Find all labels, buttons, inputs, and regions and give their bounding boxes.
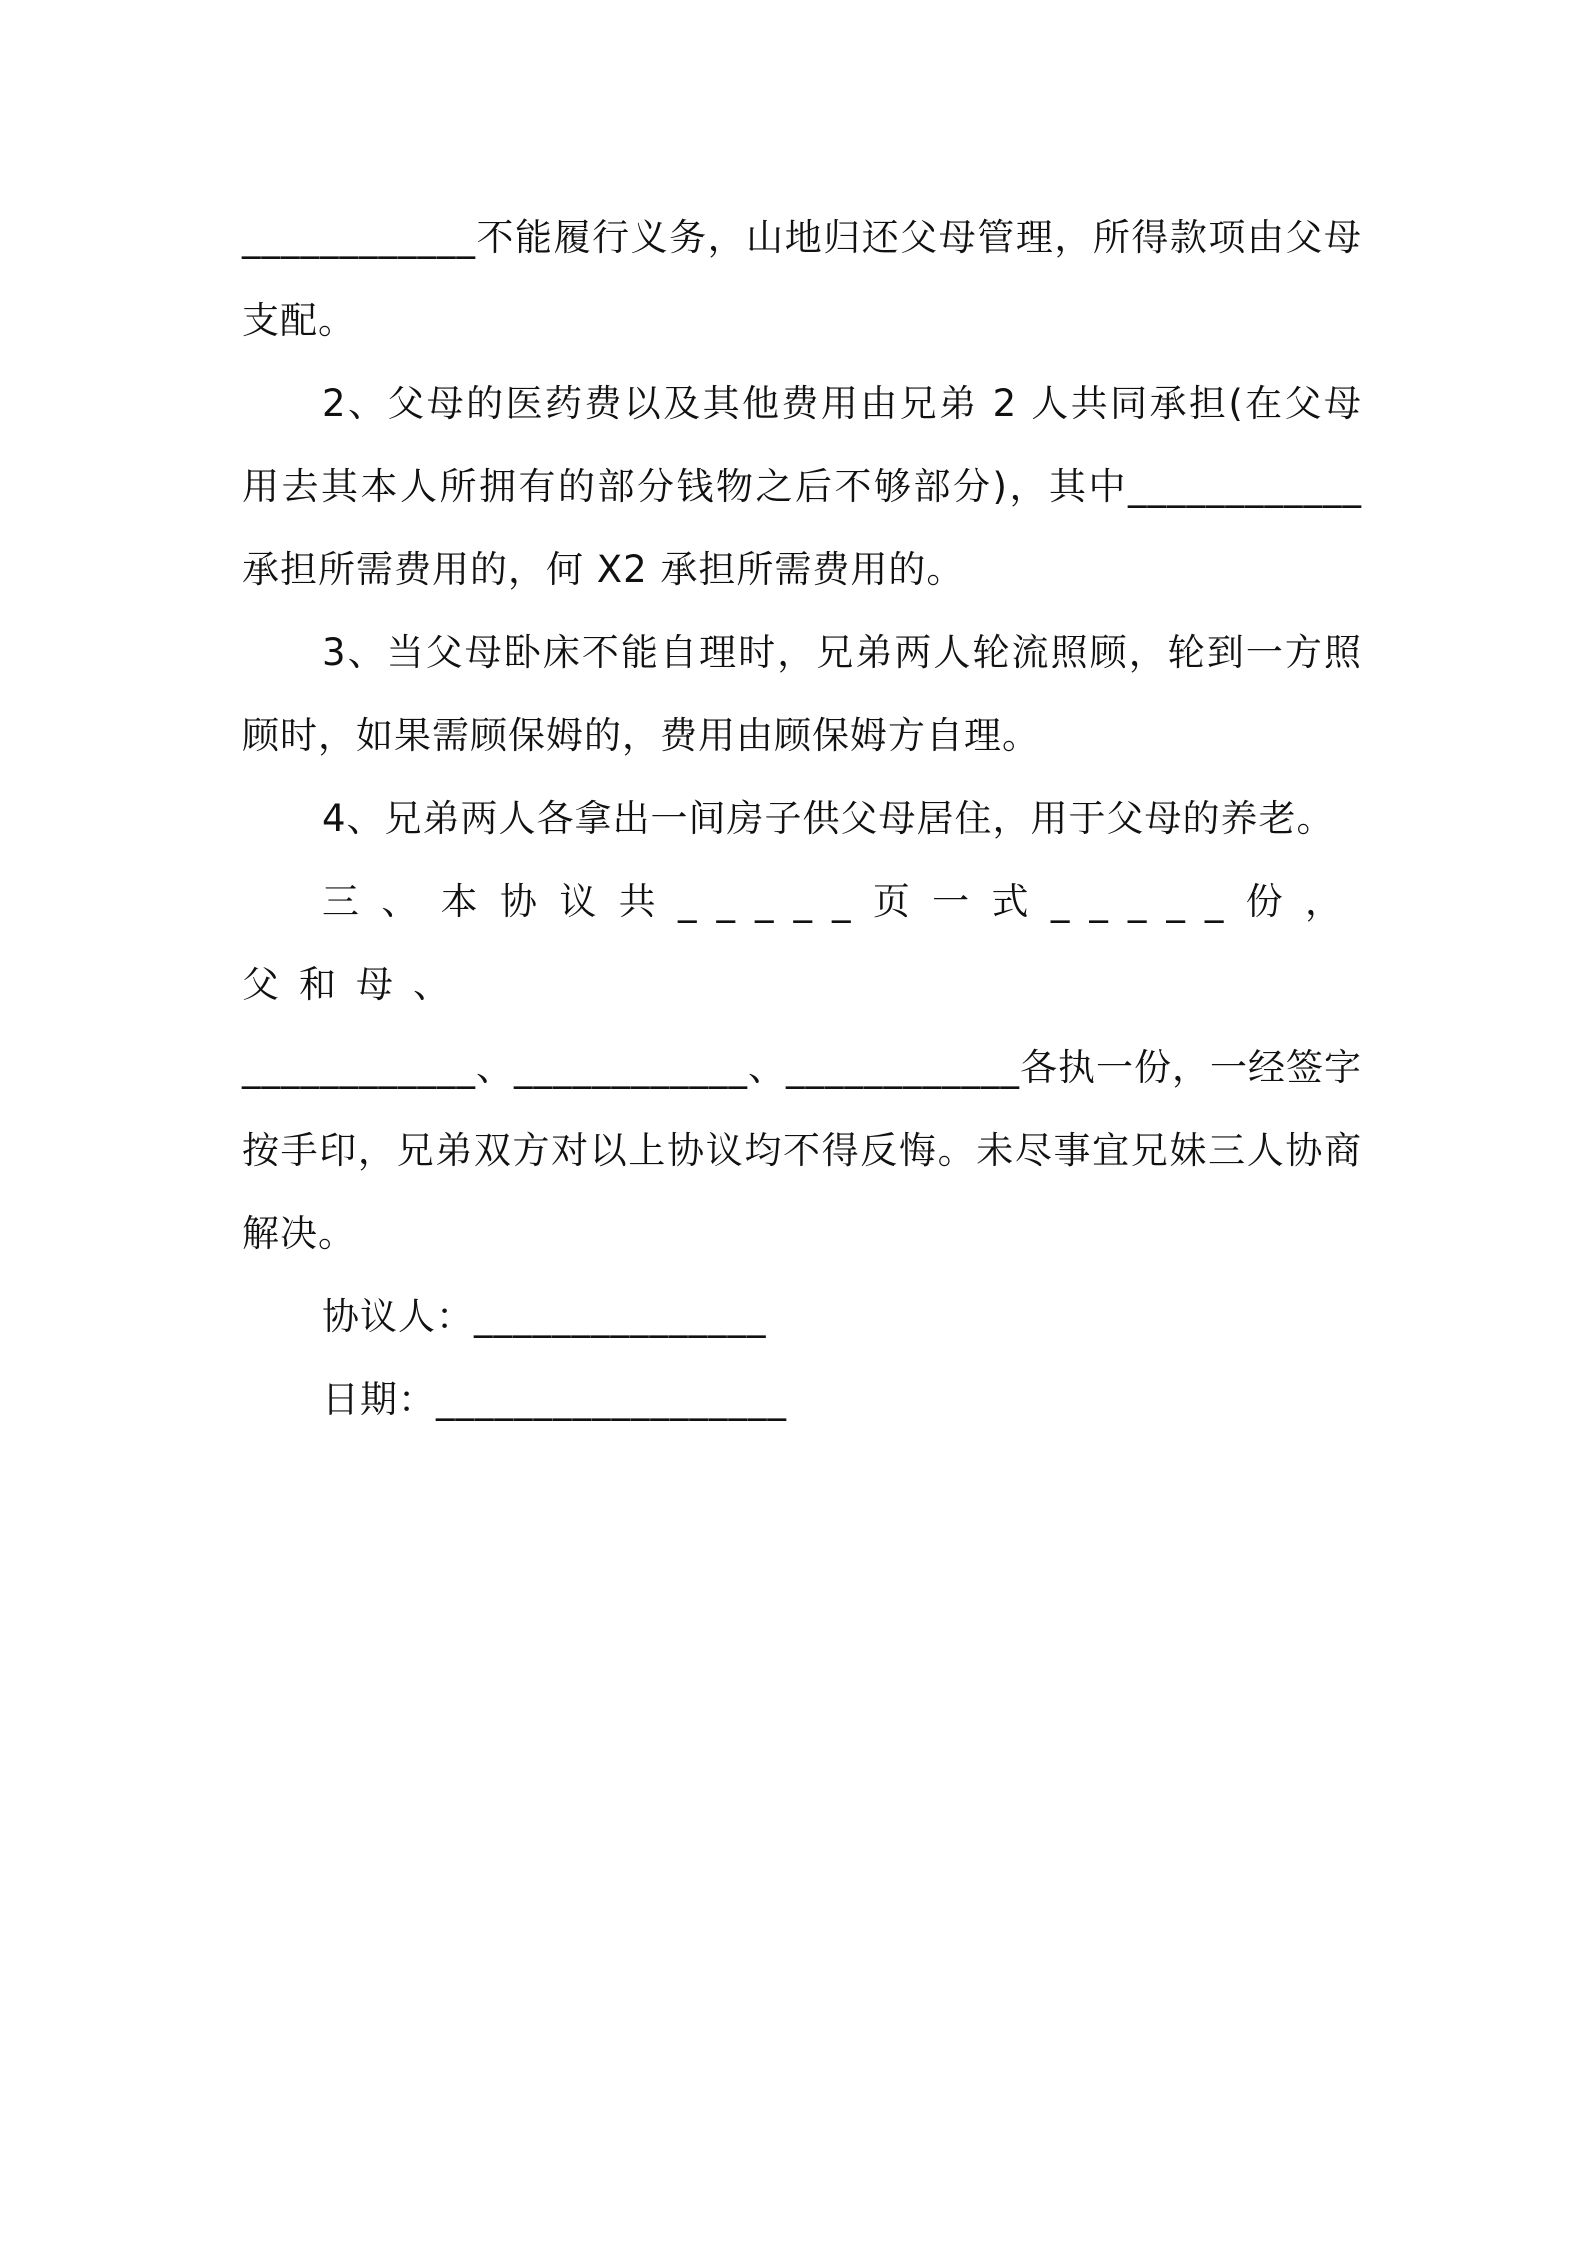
party-label: 协议人： [322,1295,474,1338]
date-label: 日期： [322,1378,436,1421]
date-blank: __________________ [436,1378,787,1421]
party-signature-blank: _______________ [474,1295,767,1338]
paragraph-clause-4: 4、兄弟两人各拿出一间房子供父母居住，用于父母的养老。 [322,797,1335,840]
agreement-body [242,196,1362,1441]
paragraph-1-continuation: ____________不能履行义务，山地归还父母管理，所得款项由父母支配。 [242,216,1362,342]
paragraph-section-3-start: 三、本协议共_____页一式_____份，父和母、 [242,880,1362,1006]
paragraph-clause-3: 3、当父母卧床不能自理时，兄弟两人轮流照顾，轮到一方照顾时，如果需顾保姆的，费用由顾保姆方自理。 [242,631,1362,757]
party-signature-line [242,1275,1362,1358]
date-line [242,1358,1362,1441]
paragraph-section-3-continuation: ____________、____________、____________各执一份，一经签字按手印，兄弟双方对以上协议均不得反悔。未尽事宜兄妹三人协商解决。 [242,1046,1362,1255]
paragraph-clause-2: 2、父母的医药费以及其他费用由兄弟 2 人共同承担(在父母用去其本人所拥有的部分钱物之后不够部分)，其中____________承担所需费用的，何 X2 承担所需费用的。 [242,382,1362,591]
